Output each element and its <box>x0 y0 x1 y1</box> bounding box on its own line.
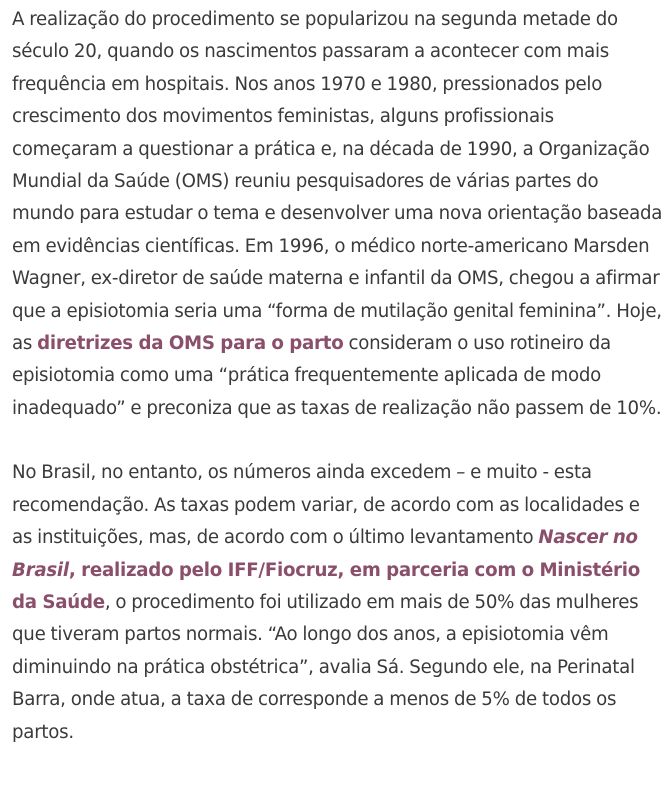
paragraph-history-text-start: A realização do procedimento se popularizou na segunda metade do século 20, quando os nascimentos passaram a acontecer com mais frequência em hospitais. Nos anos 1970 e 1980, pressionados pelo crescimento dos movimentos feministas, alguns profissionais começaram a questionar a prática e, na década de 1990, a Organização Mundial da Saúde (OMS) reuniu pesquisadores de várias partes do mundo para estudar o tema e desenvolver uma nova orientação baseada em evidências científicas. Em 1996, o médico norte-americano Marsden Wagner, ex-diretor de saúde materna e infantil da OMS, chegou a afirmar que a episiotomia seria uma “forma de mutilação genital feminina”. Hoje, as <box>12 9 663 355</box>
who-birth-guidelines-link[interactable]: diretrizes da OMS para o parto <box>37 333 344 355</box>
article-body <box>12 4 664 749</box>
nascer-no-brasil-link-title: Nascer no Brasil <box>12 527 638 581</box>
paragraph-history-text-end: consideram o uso rotineiro da episiotomia como uma “prática frequentemente aplicada de modo inadequado” e preconiza que as taxas de realização não passem de 10%. <box>12 333 662 419</box>
nascer-no-brasil-link-rest: , realizado pelo IFF/Fiocruz, em parceria com o Ministério da Saúde <box>12 559 641 613</box>
paragraph-history <box>12 4 664 425</box>
paragraph-brazil-text-start: No Brasil, no entanto, os números ainda excedem – e muito - esta recomendação. As taxas podem variar, de acordo com as localidades e as instituições, mas, de acordo com o último levantamento <box>12 462 640 549</box>
paragraph-brazil <box>12 457 664 749</box>
paragraph-brazil-text-end: , o procedimento foi utilizado em mais de 50% das mulheres que tiveram partos normais. “Ao longo dos anos, a episiotomia vêm diminuindo na prática obstétrica”, avalia Sá. Segundo ele, na Perinatal Barra, onde atua, a taxa de corresponde a menos de 5% de todos os partos. <box>12 591 639 743</box>
